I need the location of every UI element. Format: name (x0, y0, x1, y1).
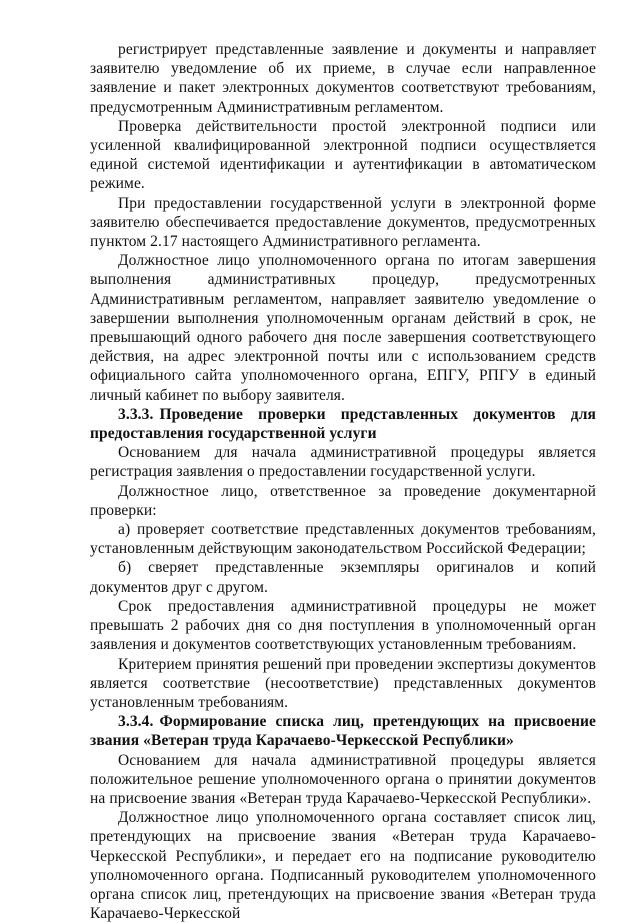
paragraph-registration: регистрирует представленные заявление и документы и направляет заявителю уведомление об их приеме, в случае если направленное заявление и пакет электронных документов соответствуют требованиям, предусмотренным Административным регламентом. (90, 41, 596, 116)
paragraph-basis-start: Основанием для начала административной процедуры является регистрация заявления о предоставлении государственной услуги. (90, 444, 596, 481)
paragraph-deadline: Срок предоставления административной процедуры не может превышать 2 рабочих дня со дня поступления в уполномоченный орган заявления и документов соответствующих установленным требованиям. (90, 597, 596, 654)
paragraph-basis-positive-decision: Основанием для начала административной процедуры является положительное решение уполномоченного органа о принятии документов на присвоение звания «Ветеран труда Карачаево-Черкесской Республики». (90, 751, 596, 807)
section-number: 3.3.4. (118, 713, 154, 731)
paragraph-official-notification: Должностное лицо уполномоченного органа по итогам завершения выполнения административных процедур, предусмотренных Административным регламентом, направляет заявителю уведомление о завершении выполнения уполномоченным органам действий в срок, не превышающий одного рабочего дня после завершения соответствующего действия, на адрес электронной почты или с использованием средств официального сайта уполномоченного органа, ЕПГУ, РПГУ в единый личный кабинет по выбору заявителя. (90, 252, 596, 404)
paragraph-list-compilation: Должностное лицо уполномоченного органа составляет список лиц, претендующих на присвоение звания «Ветеран труда Карачаево-Черкесской Республики», и передает его на подписание руководителю уполномоченного органа. Подписанный руководителем уполномоченного органа список лиц, претендующих на присвоение звания «Ветеран труда Карачаево-Черкесской (90, 809, 596, 923)
section-heading-3-3-3 (90, 405, 596, 443)
section-number: 3.3.3. (118, 405, 154, 423)
section-title: Проведение проверки представленных документов для предоставления государственной услуги (90, 405, 596, 443)
document-body (90, 40, 596, 923)
paragraph-signature-check: Проверка действительности простой электронной подписи или усиленной квалифицированной электронной подписи осуществляется единой системой идентификации и аутентификации в автоматическом режиме. (90, 117, 596, 193)
paragraph-criterion: Критерием принятия решений при проведении экспертизы документов является соответствие (несоответствие) представленных документов установленным требованиям. (90, 655, 596, 711)
section-title: Формирование списка лиц, претендующих на присвоение звания «Ветеран труда Карачаево-Черкесской Республики» (90, 713, 596, 750)
paragraph-responsible-official: Должностное лицо, ответственное за проведение документарной проверки: (90, 482, 596, 519)
paragraph-electronic-form: При предоставлении государственной услуги в электронной форме заявителю обеспечивается предоставление документов, предусмотренных пунктом 2.17 настоящего Административного регламента. (90, 194, 596, 251)
paragraph-item-b: б) сверяет представленные экземпляры оригиналов и копий документов друг с другом. (90, 559, 596, 596)
paragraph-item-a: а) проверяет соответствие представленных документов требованиям, установленным действующим законодательством Российской Федерации; (90, 521, 596, 558)
section-heading-3-3-4 (90, 712, 596, 750)
